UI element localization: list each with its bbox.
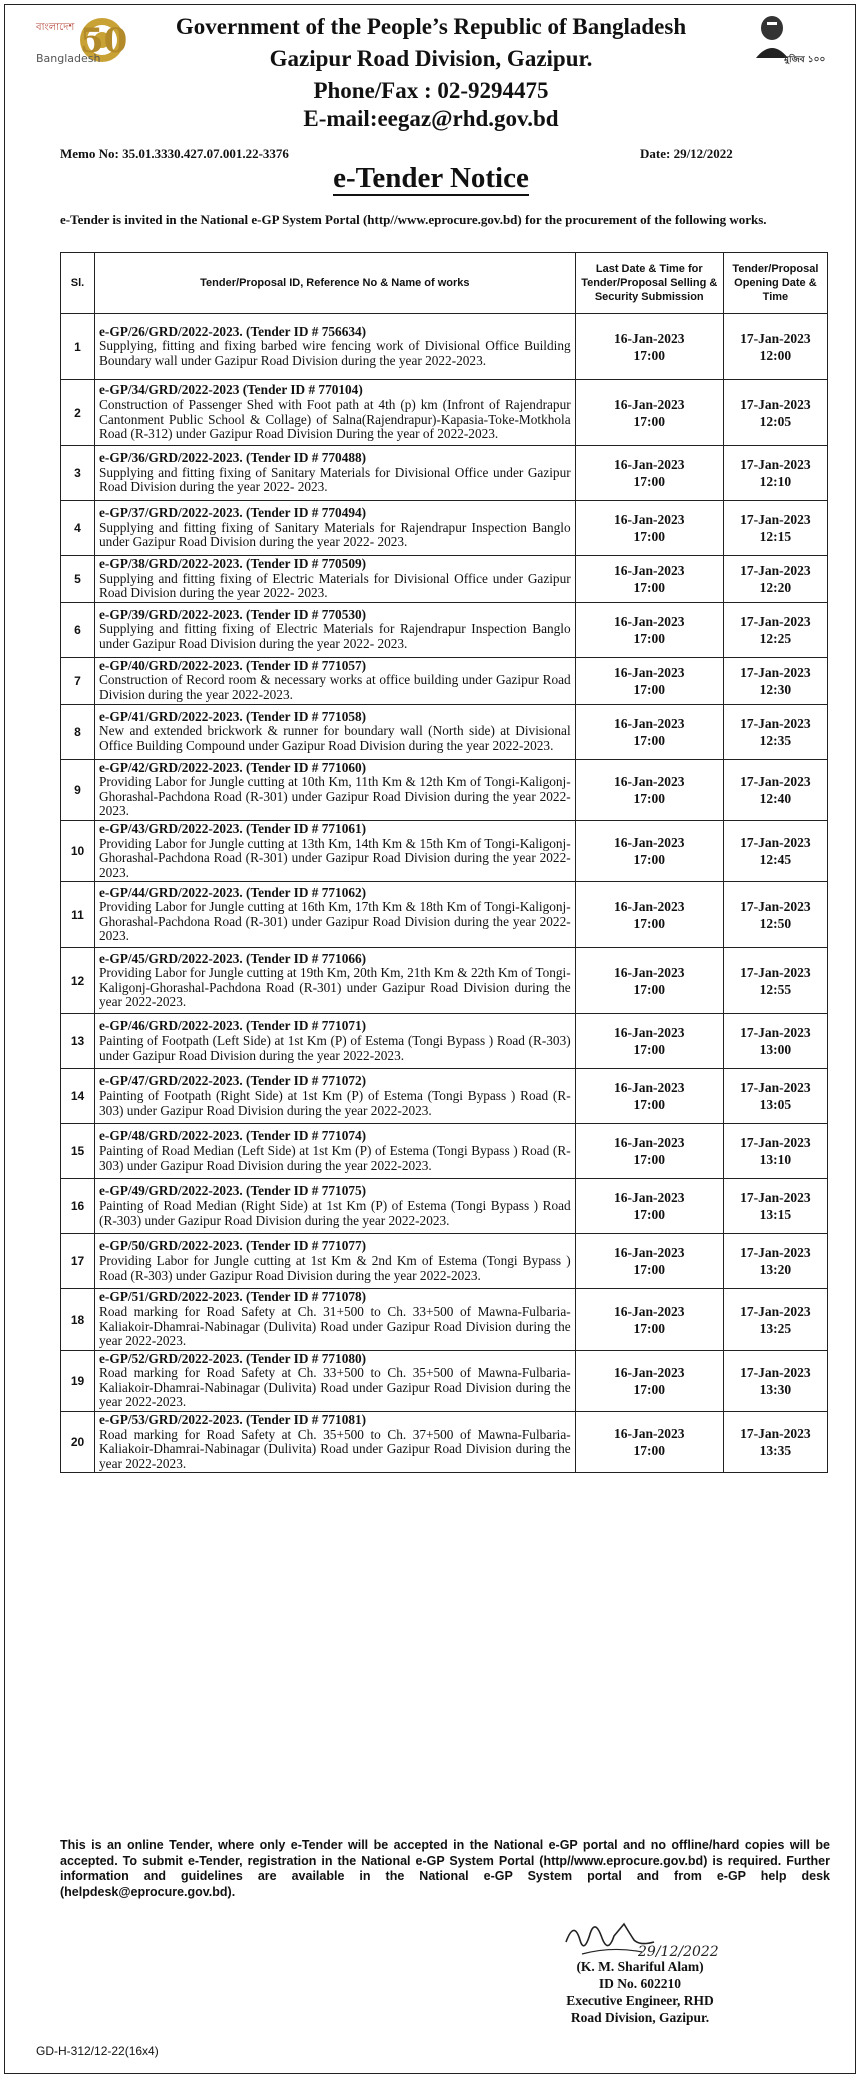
row-last-date-time [575, 820, 723, 881]
row-description: Supplying and fitting fixing of Electric Materials for Divisional Office under Gazipur Road Division during the year 2022- 2023. [99, 570, 571, 601]
tender-table [60, 252, 828, 1473]
signatory-office: Road Division, Gazipur. [570, 2010, 710, 2025]
row-serial: 12 [61, 948, 95, 1014]
row-opening-date-time [723, 501, 827, 556]
row-last-date: 16-Jan-2023 [614, 1080, 685, 1096]
row-last-date: 16-Jan-2023 [614, 1364, 685, 1380]
row-opening-date-time [723, 759, 827, 820]
row-description: Providing Labor for Jungle cutting at 19th Km, 20th Km, 21th Km & 22th Km of Tongi-Kaligonj-Ghorashal-Pachdona Road (R-301) under Gazipur Road Division during the year 2022-2023. [99, 965, 571, 1010]
table-header-row [61, 253, 828, 314]
row-last-time: 17:00 [633, 413, 665, 429]
row-last-time: 17:00 [633, 1443, 665, 1459]
row-last-time: 17:00 [633, 529, 665, 544]
row-tender-id: e-GP/26/GRD/2022-2023. (Tender ID # 756634) [99, 323, 367, 339]
row-serial: 3 [61, 446, 95, 501]
header-last-date: Last Date & Time for Tender/Proposal Selling & Security Submission [575, 253, 723, 314]
row-opening-time: 12:45 [759, 852, 792, 868]
row-tender-id: e-GP/47/GRD/2022-2023. (Tender ID # 771072) [99, 1073, 367, 1089]
row-work [95, 501, 576, 556]
row-tender-id: e-GP/43/GRD/2022-2023. (Tender ID # 771061) [99, 820, 367, 836]
row-opening-date-time [723, 948, 827, 1014]
row-opening-date: 17-Jan-2023 [740, 664, 811, 680]
row-serial: 1 [61, 314, 95, 380]
row-opening-time: 12:00 [759, 347, 792, 363]
svg-text:29/12/2022: 29/12/2022 [638, 1944, 719, 1960]
row-tender-id: e-GP/40/GRD/2022-2023. (Tender ID # 771057) [99, 657, 367, 673]
row-work [95, 1289, 576, 1350]
row-last-date: 16-Jan-2023 [614, 664, 685, 680]
row-last-date-time [575, 501, 723, 556]
row-description: Road marking for Road Safety at Ch. 35+500 to Ch. 37+500 of Mawna-Fulbaria-Kaliakoir-Dhamrai-Nabinagar (Dulivita) Road under Gazipur Road Division during the year 2022-2023. [99, 1426, 571, 1471]
table-row [61, 1412, 828, 1473]
table-row [61, 704, 828, 759]
row-opening-time: 12:40 [759, 790, 792, 806]
row-opening-date: 17-Jan-2023 [740, 1080, 811, 1096]
row-last-time: 17:00 [633, 852, 665, 868]
row-opening-time: 12:50 [759, 915, 792, 931]
intro-paragraph: e-Tender is invited in the National e-GP System Portal (http//www.eprocure.gov.bd) for the procurement of the following works. [60, 212, 767, 227]
svg-text:Bangladesh: Bangladesh [36, 52, 101, 65]
row-opening-time: 12:30 [759, 681, 792, 697]
row-opening-time: 12:15 [759, 529, 792, 544]
row-description: Providing Labor for Jungle cutting at 1st Km & 2nd Km of Estema (Tongi Bypass ) Road (R-303) under Gazipur Road Division during the year 2022-2023. [99, 1253, 571, 1283]
row-last-date-time [575, 1412, 723, 1473]
row-serial: 16 [61, 1179, 95, 1234]
row-work [95, 1234, 576, 1289]
row-last-date-time [575, 657, 723, 704]
row-description: Providing Labor for Jungle cutting at 10th Km, 11th Km & 12th Km of Tongi-Kaligonj-Ghorashal-Pachdona Road (R-301) under Gazipur Road Division during the year 2022-2023. [99, 774, 571, 819]
row-tender-id: e-GP/52/GRD/2022-2023. (Tender ID # 771080) [99, 1350, 367, 1366]
row-description: Supplying, fitting and fixing barbed wire fencing work of Divisional Office Building Boundary wall under Gazipur Road Division during the year 2022-2023. [99, 338, 571, 368]
header-opening-date: Tender/Proposal Opening Date & Time [723, 253, 827, 314]
svg-text:বাংলাদেশ: বাংলাদেশ [36, 22, 75, 33]
row-last-time: 17:00 [633, 347, 665, 363]
row-opening-date-time [723, 446, 827, 501]
row-serial: 6 [61, 602, 95, 657]
row-opening-time: 13:25 [759, 1320, 792, 1336]
row-last-date-time [575, 1234, 723, 1289]
signature-block [540, 1958, 740, 2026]
row-tender-id: e-GP/41/GRD/2022-2023. (Tender ID # 771058) [99, 708, 367, 724]
row-last-time: 17:00 [633, 790, 665, 806]
table-row [61, 1014, 828, 1069]
row-opening-date-time [723, 314, 827, 380]
row-work [95, 820, 576, 881]
row-serial: 15 [61, 1124, 95, 1179]
row-last-date-time [575, 704, 723, 759]
row-work [95, 446, 576, 501]
table-row [61, 1234, 828, 1289]
row-description: Painting of Road Median (Right Side) at 1st Km (P) of Estema (Tongi Bypass ) Road (R-303) under Gazipur Road Division during the year 2022-2023. [99, 1198, 571, 1228]
table-row [61, 446, 828, 501]
row-work [95, 759, 576, 820]
row-last-time: 17:00 [633, 1320, 665, 1336]
row-description: Providing Labor for Jungle cutting at 13th Km, 14th Km & 15th Km of Tongi-Kaligonj-Ghorashal-Pachdona Road (R-301) under Gazipur Road Division during the year 2022-2023. [99, 835, 571, 880]
row-description: Painting of Footpath (Left Side) at 1st Km (P) of Estema (Tongi Bypass ) Road (R-303) under Gazipur Road Division during the year 2022-2023. [99, 1033, 571, 1063]
row-opening-date-time [723, 556, 827, 603]
row-last-date-time [575, 380, 723, 446]
row-tender-id: e-GP/46/GRD/2022-2023. (Tender ID # 771071) [99, 1018, 367, 1034]
notice-title-text: e-Tender Notice [333, 162, 529, 194]
row-last-date: 16-Jan-2023 [614, 835, 685, 851]
row-serial: 13 [61, 1014, 95, 1069]
row-last-date: 16-Jan-2023 [614, 898, 685, 914]
row-last-time: 17:00 [633, 474, 665, 489]
row-work [95, 704, 576, 759]
row-tender-id: e-GP/53/GRD/2022-2023. (Tender ID # 771081) [99, 1412, 367, 1428]
row-work [95, 1124, 576, 1179]
row-last-time: 17:00 [633, 1097, 665, 1113]
row-opening-date: 17-Jan-2023 [740, 1364, 811, 1380]
row-tender-id: e-GP/42/GRD/2022-2023. (Tender ID # 771060) [99, 759, 367, 775]
table-row [61, 501, 828, 556]
row-last-time: 17:00 [633, 1152, 665, 1168]
row-last-date-time [575, 1289, 723, 1350]
row-opening-date: 17-Jan-2023 [740, 715, 811, 731]
row-opening-date: 17-Jan-2023 [740, 396, 811, 412]
tender-table-body [61, 314, 828, 1473]
row-serial: 9 [61, 759, 95, 820]
row-work [95, 556, 576, 603]
signatory-name: (K. M. Shariful Alam) [576, 1959, 704, 1974]
row-opening-date-time [723, 882, 827, 948]
row-tender-id: e-GP/49/GRD/2022-2023. (Tender ID # 771075) [99, 1183, 367, 1199]
svg-text:মুজিব ১০০: মুজিব ১০০ [784, 55, 826, 65]
row-opening-date-time [723, 1412, 827, 1473]
row-last-time: 17:00 [633, 732, 665, 748]
row-last-time: 17:00 [633, 981, 665, 997]
row-last-date: 16-Jan-2023 [614, 715, 685, 731]
letterhead [0, 0, 862, 135]
row-opening-time: 12:10 [759, 474, 792, 489]
row-opening-date-time [723, 1124, 827, 1179]
row-opening-time: 12:25 [759, 630, 792, 646]
division-heading: Gazipur Road Division, Gazipur. [269, 46, 593, 71]
row-opening-time: 13:00 [759, 1042, 792, 1058]
row-last-date-time [575, 446, 723, 501]
signatory-id: ID No. 602210 [598, 1976, 682, 1991]
table-row [61, 1350, 828, 1411]
row-work [95, 1069, 576, 1124]
row-opening-date: 17-Jan-2023 [740, 1135, 811, 1151]
row-work [95, 1412, 576, 1473]
row-work [95, 314, 576, 380]
row-description: New and extended brickwork & runner for boundary wall (North side) at Divisional Office Building Compound under Gazipur Road Division during the year 2022-2023. [99, 723, 571, 753]
row-serial: 20 [61, 1412, 95, 1473]
row-last-date: 16-Jan-2023 [614, 964, 685, 980]
row-serial: 5 [61, 556, 95, 603]
row-last-date: 16-Jan-2023 [614, 1135, 685, 1151]
table-row [61, 1124, 828, 1179]
table-row [61, 759, 828, 820]
table-row [61, 948, 828, 1014]
row-last-time: 17:00 [633, 1207, 665, 1223]
row-opening-date-time [723, 1289, 827, 1350]
row-opening-time: 12:35 [759, 732, 792, 748]
row-last-date: 16-Jan-2023 [614, 457, 685, 472]
row-opening-date: 17-Jan-2023 [740, 835, 811, 851]
row-tender-id: e-GP/45/GRD/2022-2023. (Tender ID # 771066) [99, 950, 367, 966]
row-serial: 10 [61, 820, 95, 881]
row-last-date-time [575, 602, 723, 657]
row-opening-date: 17-Jan-2023 [740, 1303, 811, 1319]
row-description: Road marking for Road Safety at Ch. 31+500 to Ch. 33+500 of Mawna-Fulbaria-Kaliakoir-Dhamrai-Nabinagar (Dulivita) Road under Gazipur Road Division during the year 2022-2023. [99, 1303, 571, 1349]
row-last-date: 16-Jan-2023 [614, 512, 685, 527]
email-address: E-mail:eegaz@rhd.gov.bd [303, 106, 559, 131]
row-serial: 14 [61, 1069, 95, 1124]
row-tender-id: e-GP/51/GRD/2022-2023. (Tender ID # 771078) [99, 1289, 367, 1305]
header-sl: Sl. [61, 253, 95, 314]
row-opening-time: 13:15 [759, 1207, 792, 1223]
row-last-time: 17:00 [633, 1262, 665, 1278]
row-opening-date-time [723, 1069, 827, 1124]
table-row [61, 820, 828, 881]
phone-fax: Phone/Fax : 02-9294475 [313, 78, 549, 103]
row-last-date: 16-Jan-2023 [614, 1426, 685, 1442]
row-opening-date-time [723, 1014, 827, 1069]
row-work [95, 1179, 576, 1234]
row-opening-date-time [723, 380, 827, 446]
table-row [61, 1179, 828, 1234]
row-last-date: 16-Jan-2023 [614, 1303, 685, 1319]
row-last-date: 16-Jan-2023 [614, 1025, 685, 1041]
row-last-date: 16-Jan-2023 [614, 613, 685, 629]
row-opening-date-time [723, 657, 827, 704]
row-opening-date: 17-Jan-2023 [740, 1426, 811, 1442]
row-serial: 11 [61, 882, 95, 948]
table-row [61, 657, 828, 704]
document-code: GD-H-312/12-22(16x4) [36, 2044, 159, 2058]
row-tender-id: e-GP/50/GRD/2022-2023. (Tender ID # 771077) [99, 1238, 367, 1254]
footer-note: This is an online Tender, where only e-Tender will be accepted in the National e-GP portal and no offline/hard copies will be accepted. To submit e-Tender, registration in the National e-GP System Portal (http//www.eprocure.gov.bd) is required. Further information and guidelines are available in the National e-GP System portal and from e-GP help desk (helpdesk@eprocure.gov.bd). [60, 1838, 830, 1899]
row-serial: 2 [61, 380, 95, 446]
row-opening-date: 17-Jan-2023 [740, 773, 811, 789]
table-row [61, 556, 828, 603]
row-tender-id: e-GP/39/GRD/2022-2023. (Tender ID # 770530) [99, 606, 367, 622]
row-work [95, 657, 576, 704]
row-description: Supplying and fitting fixing of Electric Materials for Rajendrapur Inspection Banglo under Gazipur Road Division during the year 2022- 2023. [99, 621, 571, 652]
row-opening-time: 12:05 [759, 413, 792, 429]
notice-title [0, 162, 862, 195]
row-opening-date-time [723, 704, 827, 759]
memo-number: Memo No: 35.01.3330.427.07.001.22-3376 [60, 146, 289, 161]
signatory-designation: Executive Engineer, RHD [566, 1993, 714, 2008]
row-last-date-time [575, 1350, 723, 1411]
portrait-emblem-icon [750, 10, 826, 68]
row-opening-date: 17-Jan-2023 [740, 562, 811, 578]
row-last-time: 17:00 [633, 915, 665, 931]
table-row [61, 380, 828, 446]
row-last-date: 16-Jan-2023 [614, 1190, 685, 1206]
row-opening-date: 17-Jan-2023 [740, 613, 811, 629]
row-description: Painting of Road Median (Left Side) at 1st Km (P) of Estema (Tongi Bypass ) Road (R-303) under Gazipur Road Division during the year 2022-2023. [99, 1143, 571, 1173]
row-last-time: 17:00 [633, 579, 665, 595]
svg-text:50: 50 [80, 21, 128, 61]
row-opening-time: 12:20 [759, 579, 792, 595]
row-opening-time: 13:10 [759, 1152, 792, 1168]
row-last-date-time [575, 556, 723, 603]
row-opening-date-time [723, 602, 827, 657]
row-description: Supplying and fitting fixing of Sanitary Materials for Rajendrapur Inspection Banglo under Gazipur Road Division during the year 2022- 2023. [99, 519, 571, 550]
government-heading: Government of the People’s Republic of Bangladesh [175, 14, 687, 39]
memo-date: Date: 29/12/2022 [640, 146, 733, 161]
table-row [61, 1069, 828, 1124]
row-last-date: 16-Jan-2023 [614, 773, 685, 789]
row-serial: 7 [61, 657, 95, 704]
row-tender-id: e-GP/48/GRD/2022-2023. (Tender ID # 771074) [99, 1128, 367, 1144]
row-description: Providing Labor for Jungle cutting at 16th Km, 17th Km & 18th Km of Tongi-Kaligonj-Ghorashal-Pachdona Road (R-301) under Gazipur Road Division during the year 2022-2023. [99, 899, 571, 944]
row-tender-id: e-GP/44/GRD/2022-2023. (Tender ID # 771062) [99, 884, 367, 900]
row-opening-date: 17-Jan-2023 [740, 1245, 811, 1261]
header-work: Tender/Proposal ID, Reference No & Name of works [95, 253, 576, 314]
row-work [95, 1014, 576, 1069]
row-opening-date-time [723, 820, 827, 881]
row-opening-date-time [723, 1350, 827, 1411]
row-tender-id: e-GP/34/GRD/2022-2023 (Tender ID # 770104) [99, 382, 363, 398]
row-opening-date: 17-Jan-2023 [740, 330, 811, 346]
row-last-date-time [575, 948, 723, 1014]
row-last-time: 17:00 [633, 1381, 665, 1397]
row-serial: 18 [61, 1289, 95, 1350]
row-last-date: 16-Jan-2023 [614, 396, 685, 412]
row-last-date: 16-Jan-2023 [614, 330, 685, 346]
row-opening-time: 12:55 [759, 981, 792, 997]
row-last-time: 17:00 [633, 630, 665, 646]
table-row [61, 882, 828, 948]
table-row [61, 314, 828, 380]
row-description: Painting of Footpath (Right Side) at 1st Km (P) of Estema (Tongi Bypass ) Road (R-303) under Gazipur Road Division during the year 2022-2023. [99, 1088, 571, 1118]
row-serial: 19 [61, 1350, 95, 1411]
row-description: Supplying and fitting fixing of Sanitary Materials for Divisional Office under Gazipur Road Division during the year 2022- 2023. [99, 464, 571, 495]
row-opening-date: 17-Jan-2023 [740, 898, 811, 914]
row-work [95, 1350, 576, 1411]
row-last-date: 16-Jan-2023 [614, 562, 685, 578]
row-opening-date: 17-Jan-2023 [740, 964, 811, 980]
row-last-time: 17:00 [633, 1042, 665, 1058]
row-opening-date: 17-Jan-2023 [740, 457, 811, 472]
row-work [95, 948, 576, 1014]
row-last-date-time [575, 759, 723, 820]
table-row [61, 602, 828, 657]
row-work [95, 882, 576, 948]
row-tender-id: e-GP/36/GRD/2022-2023. (Tender ID # 770488) [99, 450, 367, 466]
row-last-date-time [575, 1124, 723, 1179]
row-last-date-time [575, 1014, 723, 1069]
row-opening-date-time [723, 1234, 827, 1289]
row-opening-date: 17-Jan-2023 [740, 512, 811, 527]
row-opening-date: 17-Jan-2023 [740, 1190, 811, 1206]
row-opening-date-time [723, 1179, 827, 1234]
row-opening-time: 13:30 [759, 1381, 792, 1397]
row-last-date: 16-Jan-2023 [614, 1245, 685, 1261]
row-tender-id: e-GP/37/GRD/2022-2023. (Tender ID # 770494) [99, 505, 367, 521]
row-last-time: 17:00 [633, 681, 665, 697]
row-last-date-time [575, 1069, 723, 1124]
row-serial: 8 [61, 704, 95, 759]
row-last-date-time [575, 1179, 723, 1234]
table-row [61, 1289, 828, 1350]
row-work [95, 602, 576, 657]
row-description: Construction of Passenger Shed with Foot path at 4th (p) km (Infront of Rajendrapur Cantonment Public School & Collage) of Salna(Rajendrapur)-Kapasia-Toke-Motkhola Road (R-312) under Gazipur Road Division During the year of 2022-2023. [99, 396, 571, 442]
row-last-date-time [575, 314, 723, 380]
row-description: Construction of Record room & necessary works at office building under Gazipur Road Division during the year 2022-2023. [99, 672, 571, 702]
row-opening-time: 13:05 [759, 1097, 792, 1113]
row-description: Road marking for Road Safety at Ch. 33+500 to Ch. 35+500 of Mawna-Fulbaria-Kaliakoir-Dhamrai-Nabinagar (Dulivita) Road under Gazipur Road Division during the year 2022-2023. [99, 1365, 571, 1410]
row-tender-id: e-GP/38/GRD/2022-2023. (Tender ID # 770509) [99, 556, 367, 571]
row-last-date-time [575, 882, 723, 948]
row-serial: 4 [61, 501, 95, 556]
row-opening-time: 13:35 [759, 1443, 792, 1459]
row-serial: 17 [61, 1234, 95, 1289]
row-work [95, 380, 576, 446]
row-opening-time: 13:20 [759, 1262, 792, 1278]
row-opening-date: 17-Jan-2023 [740, 1025, 811, 1041]
